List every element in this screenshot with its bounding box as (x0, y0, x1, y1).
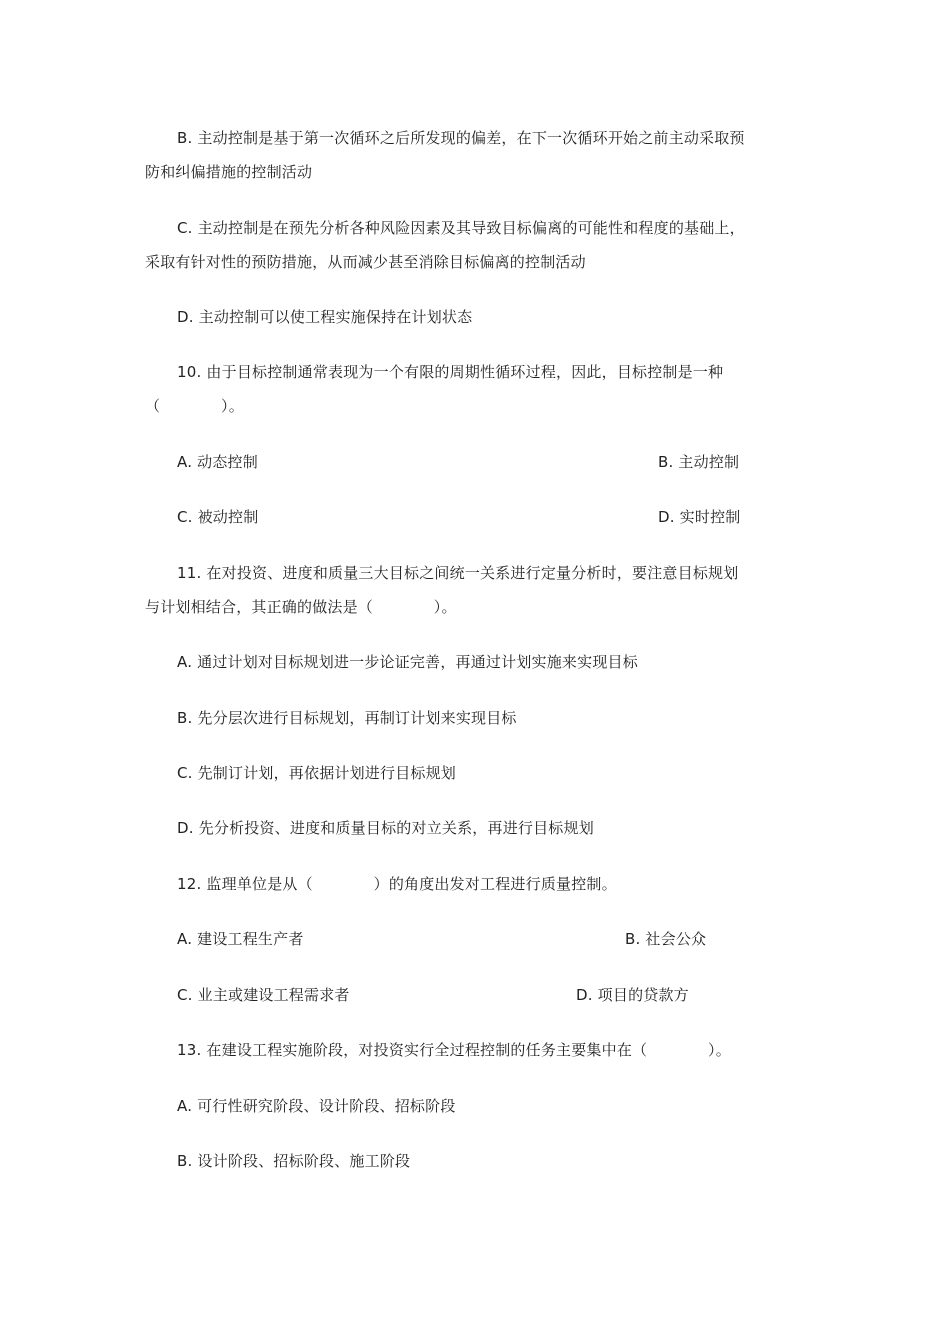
q10-option-b: B. 主动控制 (658, 453, 740, 471)
q11-option-c: C. 先制订计划，再依据计划进行目标规划 (177, 764, 457, 782)
q11-option-b: B. 先分层次进行目标规划，再制订计划来实现目标 (177, 709, 517, 727)
q13-option-a: A. 可行性研究阶段、设计阶段、招标阶段 (177, 1097, 456, 1115)
q12-option-a: A. 建设工程生产者 (177, 930, 304, 948)
q12-option-c: C. 业主或建设工程需求者 (177, 986, 350, 1004)
q11-option-a: A. 通过计划对目标规划进一步论证完善，再通过计划实施来实现目标 (177, 653, 638, 671)
q10-option-d: D. 实时控制 (658, 508, 741, 526)
q12-stem: 12. 监理单位是从（ ）的角度出发对工程进行质量控制。 (177, 875, 617, 893)
q13-option-b: B. 设计阶段、招标阶段、施工阶段 (177, 1152, 411, 1170)
q11-option-d: D. 先分析投资、进度和质量目标的对立关系，再进行目标规划 (177, 819, 594, 837)
q9-option-c-line1: C. 主动控制是在预先分析各种风险因素及其导致目标偏离的可能性和程度的基础上， (177, 219, 745, 237)
q12-option-b: B. 社会公众 (625, 930, 707, 948)
q11-stem-line2: 与计划相结合，其正确的做法是（ ）。 (145, 598, 457, 616)
q10-option-a: A. 动态控制 (177, 453, 258, 471)
q9-option-d: D. 主动控制可以使工程实施保持在计划状态 (177, 308, 473, 326)
q10-stem-line2: （ ）。 (145, 397, 244, 415)
q10-option-c: C. 被动控制 (177, 508, 259, 526)
q9-option-b-line1: B. 主动控制是基于第一次循环之后所发现的偏差，在下一次循环开始之前主动采取预 (177, 129, 745, 147)
q11-stem-line1: 11. 在对投资、进度和质量三大目标之间统一关系进行定量分析时，要注意目标规划 (177, 564, 739, 582)
q12-option-d: D. 项目的贷款方 (576, 986, 689, 1004)
q13-stem: 13. 在建设工程实施阶段，对投资实行全过程控制的任务主要集中在（ ）。 (177, 1041, 731, 1059)
q10-stem-line1: 10. 由于目标控制通常表现为一个有限的周期性循环过程，因此，目标控制是一种 (177, 363, 724, 381)
q9-option-c-line2: 采取有针对性的预防措施，从而减少甚至消除目标偏离的控制活动 (145, 253, 586, 271)
q9-option-b-line2: 防和纠偏措施的控制活动 (145, 163, 313, 181)
